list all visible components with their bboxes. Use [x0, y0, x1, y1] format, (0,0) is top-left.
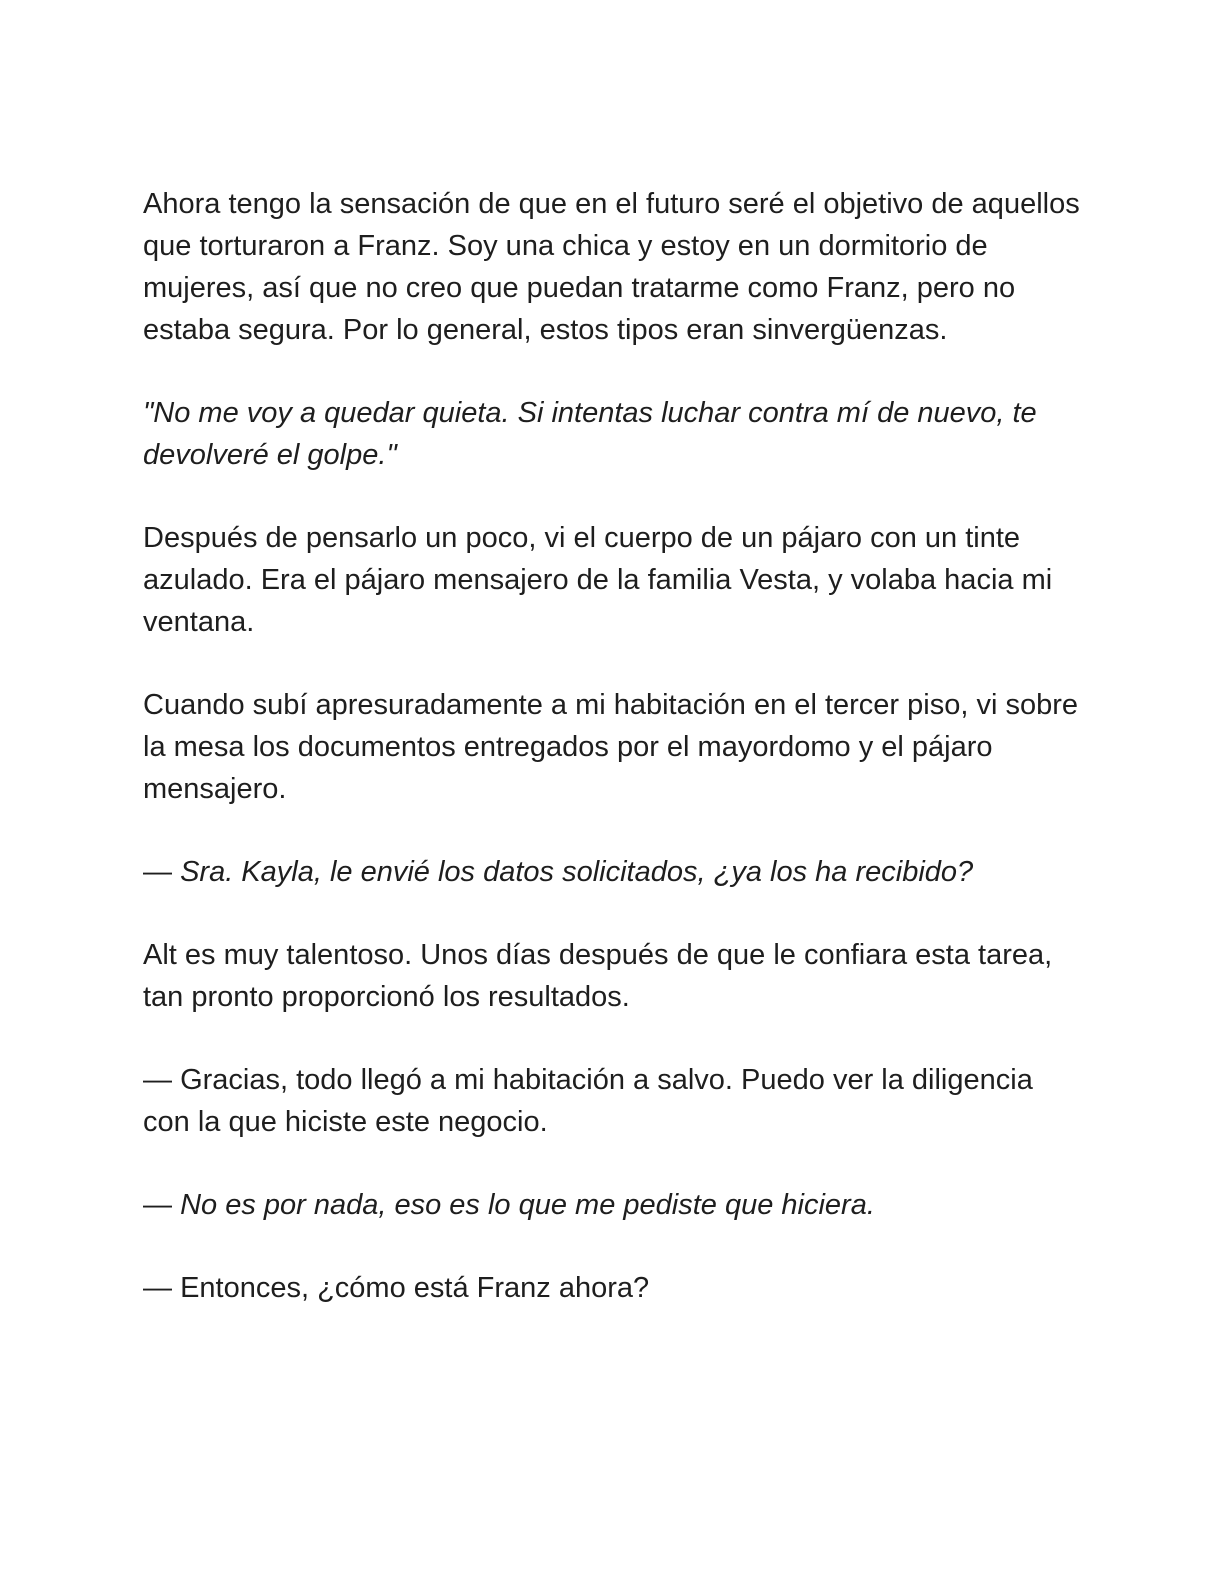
italic-quote-text: "No me voy a quedar quieta. Si intentas luchar contra mí de nuevo, te devolveré el golpe." [143, 397, 1037, 471]
dialogue-dash: — [143, 1064, 181, 1096]
paragraph [143, 183, 1083, 351]
dialogue-paragraph [143, 851, 1083, 893]
paragraph-text: Después de pensarlo un poco, vi el cuerpo de un pájaro con un tinte azulado. Era el pájaro mensajero de la familia Vesta, y volaba hacia mi ventana. [143, 522, 1053, 638]
dialogue-paragraph [143, 1184, 1083, 1226]
paragraph-text: Ahora tengo la sensación de que en el futuro seré el objetivo de aquellos que torturaron a Franz. Soy una chica y estoy en un dormitorio de mujeres, así que no creo que puedan tratarme como Franz, pero no estaba segura. Por lo general, estos tipos eran sinvergüenzas. [143, 188, 1080, 346]
dialogue-text: Gracias, todo llegó a mi habitación a salvo. Puedo ver la diligencia con la que hiciste este negocio. [143, 1064, 1033, 1138]
paragraph-text: Cuando subí apresuradamente a mi habitación en el tercer piso, vi sobre la mesa los documentos entregados por el mayordomo y el pájaro mensajero. [143, 689, 1078, 805]
paragraph-text: Alt es muy talentoso. Unos días después de que le confiara esta tarea, tan pronto proporcionó los resultados. [143, 939, 1053, 1013]
dialogue-text: Entonces, ¿cómo está Franz ahora? [180, 1272, 650, 1304]
paragraph [143, 934, 1083, 1018]
italic-dialogue-text: No es por nada, eso es lo que me pediste que hiciera. [180, 1189, 875, 1221]
dialogue-dash: — [143, 1189, 181, 1221]
dialogue-dash: — [143, 856, 181, 888]
document-page [143, 183, 1083, 1350]
dialogue-paragraph [143, 1059, 1083, 1143]
italic-dialogue-text: Sra. Kayla, le envié los datos solicitados, ¿ya los ha recibido? [180, 856, 974, 888]
dialogue-dash: — [143, 1272, 181, 1304]
paragraph [143, 392, 1083, 476]
paragraph [143, 517, 1083, 643]
dialogue-paragraph [143, 1267, 1083, 1309]
paragraph [143, 684, 1083, 810]
